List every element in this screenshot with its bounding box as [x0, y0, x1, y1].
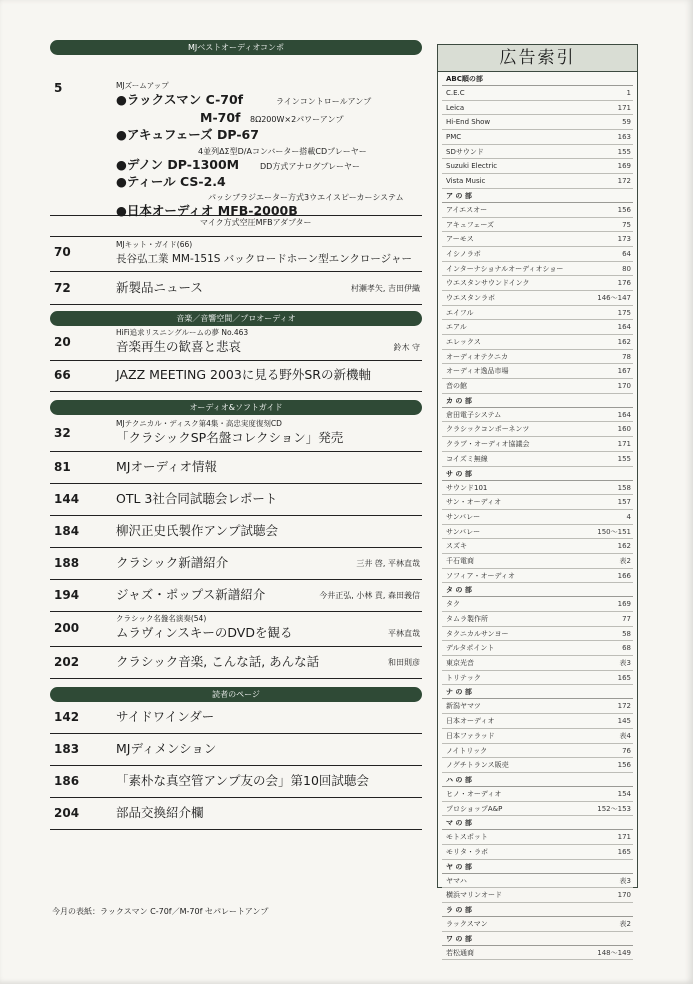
advertiser-name: サンバレー	[446, 512, 481, 521]
toc-entry[interactable]	[50, 612, 422, 647]
ad-page-number: 166	[617, 571, 631, 580]
ad-page-number: 170	[617, 382, 631, 391]
toc-entry[interactable]	[50, 580, 422, 612]
advertiser-name: イシノラボ	[446, 249, 481, 258]
entry-desc: マイク方式空圧MFBアダプター	[200, 218, 312, 227]
ad-page-number: 171	[617, 440, 631, 449]
ad-index-row[interactable]	[442, 130, 633, 145]
advertiser-name: プロショップA&P	[446, 804, 503, 813]
ad-index-row[interactable]	[442, 569, 633, 584]
ad-index-row[interactable]	[442, 145, 633, 160]
ad-index-row[interactable]	[442, 481, 633, 496]
section-header: オーディオ&ソフトガイド	[50, 400, 422, 415]
toc-entry[interactable]	[50, 326, 422, 361]
ad-page-number: 165	[617, 847, 631, 856]
entry-title: 新製品ニュース	[116, 280, 203, 295]
ad-index-row[interactable]	[442, 597, 633, 612]
ad-index-row[interactable]	[442, 218, 633, 233]
advertiser-name: クラシックコンポーネンツ	[446, 425, 530, 434]
ad-group-header: ナ の 部	[442, 685, 633, 699]
ad-page-number: 表4	[619, 731, 631, 740]
page-number: 194	[54, 588, 80, 602]
ad-index-row[interactable]	[442, 917, 633, 932]
ad-index-row[interactable]	[442, 422, 633, 437]
ad-page-number: 145	[617, 717, 631, 726]
advertiser-name: タク	[446, 600, 460, 609]
ad-index-row[interactable]	[442, 888, 633, 903]
ad-index-row[interactable]	[442, 802, 633, 817]
ad-index-row[interactable]	[442, 495, 633, 510]
entry-author: 今井正弘, 小林 貢, 森田義信	[319, 591, 420, 600]
advertiser-name: SDサウンド	[446, 147, 484, 156]
ad-index-row[interactable]	[442, 714, 633, 729]
page-number: 81	[54, 460, 71, 474]
page-number: 204	[54, 806, 80, 820]
toc-entry[interactable]	[50, 516, 422, 548]
advertiser-name: デルタポイント	[446, 644, 495, 653]
ad-page-number: 176	[617, 279, 631, 288]
ad-index-row[interactable]	[442, 203, 633, 218]
advertiser-name: ヒノ・オーディオ	[446, 789, 502, 798]
ad-index-row[interactable]	[442, 350, 633, 365]
entry-author: 三井 啓, 平林直哉	[356, 559, 420, 568]
advertiser-name: クラブ・オーディオ協議会	[446, 440, 530, 449]
ad-page-number: 175	[617, 308, 631, 317]
ad-index-row[interactable]	[442, 320, 633, 335]
ad-page-number: 162	[617, 338, 631, 346]
advertiser-name: タクニカルサンヨー	[446, 629, 509, 638]
ad-index-row[interactable]	[442, 115, 633, 130]
page-number: 183	[54, 742, 80, 756]
ad-index-row[interactable]	[442, 101, 633, 116]
ad-index-row[interactable]	[442, 671, 633, 686]
entry-title: OTL 3社合同試聴会レポート	[116, 491, 278, 506]
ad-group-header: ハ の 部	[442, 773, 633, 787]
toc-entry[interactable]	[50, 548, 422, 580]
ad-index-row[interactable]	[442, 306, 633, 321]
ad-page-number: 164	[617, 323, 631, 332]
entry-title: JAZZ MEETING 2003に見る野外SRの新機軸	[116, 367, 371, 382]
entry-title: 柳沢正史氏製作アンプ試聴会	[116, 523, 279, 538]
ad-page-number: 68	[622, 644, 631, 653]
ad-page-number: 167	[617, 367, 631, 376]
toc-entry[interactable]	[50, 766, 422, 798]
entry-author: 和田則彦	[388, 658, 420, 667]
entry-title: 「素朴な真空管アンプ友の会」第10回試聴会	[116, 773, 369, 788]
ad-page-number: 1	[626, 89, 631, 97]
ad-index-title: 広告索引	[438, 45, 637, 72]
ad-index-row[interactable]	[442, 232, 633, 247]
ad-page-number: 64	[622, 249, 631, 258]
ad-page-number: 78	[622, 352, 631, 361]
ad-page-number: 80	[622, 264, 631, 273]
entry-desc: 8Ω200W×2パワーアンプ	[250, 115, 344, 124]
ad-page-number: 表3	[619, 659, 631, 668]
entry-title: MJオーディオ情報	[116, 459, 217, 474]
advertiser-name: アイエスオー	[446, 205, 488, 214]
ad-index-row[interactable]	[442, 86, 633, 101]
ad-page-number: 155	[617, 147, 631, 156]
ad-index-row[interactable]	[442, 379, 633, 394]
advertiser-name: Leica	[446, 103, 465, 112]
advertiser-name: モトスポット	[446, 833, 488, 842]
ad-page-number: 76	[622, 746, 631, 755]
toc-entry[interactable]	[50, 702, 422, 734]
ad-index-row[interactable]	[442, 656, 633, 671]
entry-title: クラシック新譜紹介	[116, 555, 229, 570]
advertiser-name: Suzuki Electric	[446, 162, 498, 171]
toc-entry[interactable]	[50, 236, 422, 272]
advertiser-name: 若松通商	[446, 948, 474, 957]
ad-page-number: 169	[617, 162, 631, 171]
ad-index-row[interactable]	[442, 641, 633, 656]
page-number: 5	[54, 81, 63, 95]
advertiser-name: ノグチトランス販売	[446, 761, 509, 770]
ad-index-row[interactable]	[442, 247, 633, 262]
advertiser-name: サン・オーディオ	[446, 498, 502, 507]
entry-kicker: MJテクニカル・ディスク第4集・高忠実度復刻CD	[116, 419, 282, 428]
advertiser-name: C.E.C	[446, 89, 465, 97]
ad-index-row[interactable]	[442, 612, 633, 627]
page-number: 20	[54, 335, 71, 349]
page-number: 188	[54, 556, 80, 570]
ad-page-number: 150～151	[597, 527, 631, 536]
entry-title: ムラヴィンスキーのDVDを観る	[116, 625, 293, 640]
toc-entry[interactable]	[50, 798, 422, 830]
advertiser-name: オーディオ逸品市場	[446, 367, 509, 376]
ad-group-header: サ の 部	[442, 467, 633, 481]
advertiser-name: ヤマハ	[446, 876, 467, 885]
ad-page-number: 表2	[619, 556, 631, 565]
ad-index-row[interactable]	[442, 787, 633, 802]
page-number: 66	[54, 368, 71, 382]
entry-desc: パッシブラジエーター方式3ウエイスピーカーシステム	[208, 193, 404, 202]
ad-group-header: ヤ の 部	[442, 860, 633, 874]
advertiser-name: サウンド101	[446, 483, 488, 492]
entry-author: 村瀬孝矢, 吉田伊織	[350, 284, 420, 293]
page-number: 186	[54, 774, 80, 788]
toc-entry[interactable]	[50, 647, 422, 679]
entry-title: クラシック音楽, こんな話, あんな話	[116, 654, 320, 669]
entry-title: 音楽再生の歓喜と悲哀	[116, 339, 242, 354]
ad-index-row[interactable]	[442, 335, 633, 350]
advertiser-name: ラックスマン	[446, 920, 488, 928]
toc-entry[interactable]	[50, 484, 422, 516]
toc-entry[interactable]	[50, 216, 422, 236]
advertiser-name: 日本ファラッド	[446, 731, 495, 740]
entry-kicker: MJズームアップ	[116, 81, 169, 90]
ad-index-row[interactable]	[442, 510, 633, 525]
ad-group-header: ア の 部	[442, 189, 633, 203]
entry-author: 平林直哉	[388, 629, 420, 638]
ad-page-number: 77	[622, 615, 631, 623]
advertiser-name: エアル	[446, 323, 467, 332]
page-number: 70	[54, 245, 71, 259]
entry-title: 「クラシックSP名盤コレクション」発売	[116, 430, 344, 445]
page-number: 144	[54, 492, 80, 506]
ad-index-row[interactable]	[442, 364, 633, 379]
ad-page-number: 157	[617, 498, 631, 507]
ad-index-row[interactable]	[442, 452, 633, 467]
toc-entry[interactable]	[50, 734, 422, 766]
ad-page-number: 163	[617, 133, 631, 142]
ad-index-row[interactable]	[442, 539, 633, 554]
ad-page-number: 156	[617, 205, 631, 214]
ad-page-number: 169	[617, 600, 631, 609]
advertiser-name: オーディオテクニカ	[446, 352, 509, 361]
advertiser-name: ノイトリック	[446, 746, 488, 755]
entry-title: ●日本オーディオ MFB-2000B	[116, 203, 298, 218]
entry-title: 部品交換紹介欄	[116, 805, 204, 820]
toc-entry[interactable]	[50, 361, 422, 392]
toc-entry[interactable]	[50, 415, 422, 452]
page-number: 32	[54, 426, 71, 440]
entry-desc: 4並列ΔΣ型D/Aコンバーター搭載CDプレーヤー	[198, 147, 367, 156]
entry-author: 鈴木 守	[393, 343, 420, 352]
ad-page-number: 171	[617, 833, 631, 842]
entry-desc: DD方式アナログプレーヤー	[260, 162, 360, 171]
ad-index-row[interactable]	[442, 291, 633, 306]
ad-group-header: ラ の 部	[442, 903, 633, 917]
advertiser-name: Hi-End Show	[446, 118, 491, 127]
ad-group-header: ワ の 部	[442, 932, 633, 946]
entry-title: サイドワインダー	[116, 709, 215, 724]
ad-page-number: 表2	[619, 920, 631, 928]
table-of-contents	[50, 40, 422, 830]
advertiser-name: ソフィア・オーディオ	[446, 571, 515, 580]
entry-title: MJディメンション	[116, 741, 217, 756]
ad-page-number: 170	[617, 891, 631, 900]
advertiser-name: 音の館	[446, 382, 467, 391]
ad-index-list	[438, 72, 637, 960]
ad-page-number: 4	[626, 512, 631, 521]
advertiser-name: サンバレー	[446, 527, 481, 536]
ad-index-row[interactable]	[442, 408, 633, 423]
ad-group-header: タ の 部	[442, 583, 633, 597]
ad-page-number: 156	[617, 761, 631, 770]
ad-index-row[interactable]	[442, 437, 633, 452]
ad-index-row[interactable]	[442, 874, 633, 889]
ad-index-row[interactable]	[442, 946, 633, 961]
ad-index-panel	[437, 44, 638, 957]
advertiser-name: Vista Music	[446, 177, 486, 186]
ad-page-number: 表3	[619, 876, 631, 885]
section-header: 音楽／音響空間／プロオーディオ	[50, 311, 422, 326]
entry-title: ジャズ・ポップス新譜紹介	[116, 587, 266, 602]
ad-page-number: 152～153	[597, 804, 631, 813]
ad-page-number: 58	[622, 629, 631, 638]
ad-index-row[interactable]	[442, 729, 633, 744]
entry-title: ●ラックスマン C-70f	[116, 92, 244, 107]
entry-kicker: MJキット・ガイド(66)	[116, 240, 193, 249]
entry-title: 長谷弘工業 MM-151S バックロードホーン型エンクロージャー	[116, 253, 412, 265]
ad-page-number: 160	[617, 425, 631, 434]
ad-page-number: 165	[617, 673, 631, 682]
ad-page-number: 148～149	[597, 948, 631, 957]
ad-page-number: 158	[617, 483, 631, 492]
ad-index-row[interactable]	[442, 744, 633, 759]
ad-index-row[interactable]	[442, 276, 633, 291]
toc-entry[interactable]	[50, 55, 422, 216]
ad-page-number: 164	[617, 410, 631, 419]
ad-index-row[interactable]	[442, 845, 633, 860]
ad-page-number: 154	[617, 789, 631, 798]
advertiser-name: エイフル	[446, 308, 474, 317]
ad-index-row[interactable]	[442, 262, 633, 277]
advertiser-name: エレックス	[446, 338, 481, 346]
advertiser-name: 横浜マリンオード	[446, 891, 502, 900]
ad-index-row[interactable]	[442, 174, 633, 189]
toc-entry[interactable]	[50, 452, 422, 484]
page-number: 184	[54, 524, 80, 538]
advertiser-name: アキュフェーズ	[446, 220, 495, 229]
ad-page-number: 162	[617, 542, 631, 551]
section-header: 読者のページ	[50, 687, 422, 702]
entry-title: ●ティール CS-2.4	[116, 174, 226, 189]
advertiser-name: トリテック	[446, 673, 481, 682]
ad-page-number: 75	[622, 220, 631, 229]
advertiser-name: コイズミ無線	[446, 454, 488, 463]
advertiser-name: 新潟ヤマツ	[446, 702, 481, 711]
ad-group-header: マ の 部	[442, 816, 633, 830]
entry-desc: ラインコントロールアンプ	[276, 97, 372, 106]
ad-index-row[interactable]	[442, 699, 633, 714]
advertiser-name: ウエスタンサウンドインク	[446, 279, 530, 288]
cover-note: 今月の表紙：ラックスマン C-70f／M-70f セパレートアンプ	[52, 907, 269, 916]
ad-group-header: ABC順の部	[442, 72, 633, 86]
advertiser-name: ウエスタンラボ	[446, 293, 495, 302]
advertiser-name: 倉田電子システム	[446, 410, 502, 419]
advertiser-name: 千石電商	[446, 556, 474, 565]
ad-page-number: 146～147	[597, 293, 631, 302]
ad-index-row[interactable]	[442, 525, 633, 540]
ad-index-row[interactable]	[442, 554, 633, 569]
entry-title: ●デノン DP-1300M	[116, 157, 240, 172]
advertiser-name: 東京光音	[446, 659, 474, 668]
ad-page-number: 59	[622, 118, 631, 127]
page-number: 202	[54, 655, 80, 669]
advertiser-name: PMC	[446, 133, 462, 142]
ad-page-number: 171	[617, 103, 631, 112]
advertiser-name: スズキ	[446, 542, 467, 551]
advertiser-name: モリタ・ラボ	[446, 847, 488, 856]
ad-index-row[interactable]	[442, 627, 633, 642]
section-header: MJベストオーディオコンポ	[50, 40, 422, 55]
advertiser-name: タムラ製作所	[446, 615, 488, 623]
ad-page-number: 172	[617, 702, 631, 711]
ad-page-number: 172	[617, 177, 631, 186]
page-number: 142	[54, 710, 80, 724]
ad-page-number: 173	[617, 235, 631, 244]
ad-index-row[interactable]	[442, 758, 633, 773]
entry-kicker: クラシック名盤名演奏(54)	[116, 614, 207, 623]
entry-title: M-70f	[200, 110, 241, 125]
advertiser-name: インターナショナルオーディオショー	[446, 264, 564, 273]
advertiser-name: 日本オーディオ	[446, 717, 495, 726]
ad-index-row[interactable]	[442, 159, 633, 174]
entry-kicker: HiFi追求リスニングルームの夢 No.463	[116, 328, 249, 337]
toc-entry[interactable]	[50, 272, 422, 305]
entry-title: ●アキュフェーズ DP-67	[116, 127, 259, 142]
page-number: 72	[54, 281, 71, 295]
ad-page-number: 155	[617, 454, 631, 463]
page-number: 200	[54, 621, 80, 635]
ad-group-header: カ の 部	[442, 394, 633, 408]
advertiser-name: アーモス	[446, 235, 474, 244]
ad-index-row[interactable]	[442, 830, 633, 845]
